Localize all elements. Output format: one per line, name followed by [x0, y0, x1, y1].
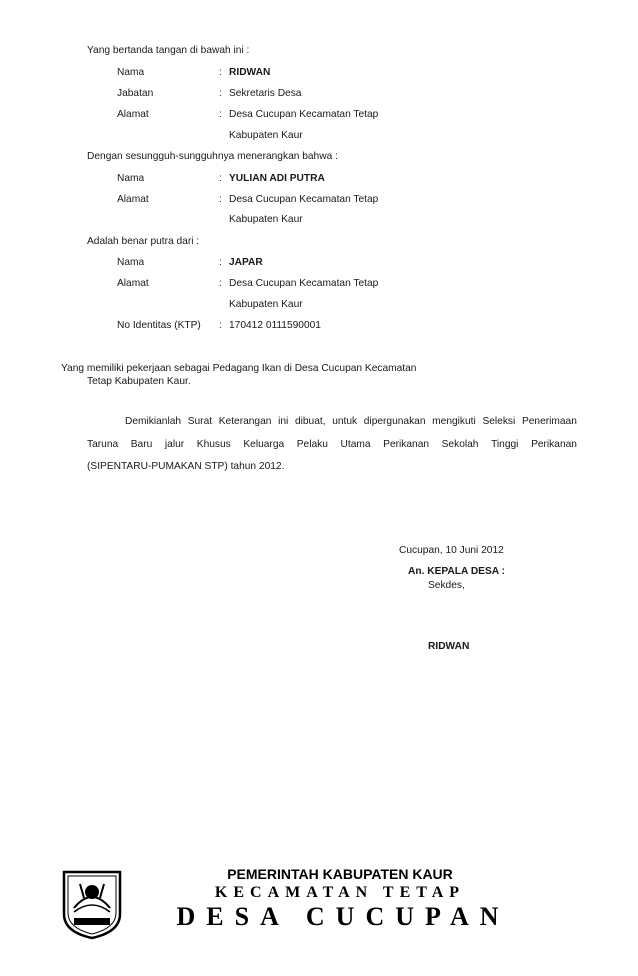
- parent-name-label: Nama: [117, 257, 145, 268]
- closing-word: Keluarga: [243, 439, 285, 450]
- colon: :: [219, 67, 222, 78]
- statement-text: Dengan sesungguh-sungguhnya menerangkan bahwa :: [87, 151, 338, 162]
- regency-emblem-icon: [60, 868, 124, 940]
- letterhead-footer: [0, 860, 638, 976]
- signer-address-value: Desa Cucupan Kecamatan Tetap: [229, 109, 379, 120]
- subject-address-continuation: Kabupaten Kaur: [229, 214, 303, 225]
- closing-word: Taruna: [87, 439, 119, 450]
- colon: :: [219, 257, 222, 268]
- occupation-line-2: Tetap Kabupaten Kaur.: [87, 376, 191, 387]
- signer-address-continuation: Kabupaten Kaur: [229, 130, 303, 141]
- closing-word: Tinggi: [491, 439, 519, 450]
- subject-address-label: Alamat: [117, 194, 149, 205]
- closing-word: Utama: [340, 439, 371, 450]
- subject-name-label: Nama: [117, 173, 145, 184]
- signer-name-value: RIDWAN: [229, 67, 271, 78]
- intro-text: Yang bertanda tangan di bawah ini :: [87, 45, 250, 56]
- parent-id-label: No Identitas (KTP): [117, 320, 201, 331]
- closing-word: ini: [278, 416, 289, 427]
- closing-word: Demikianlah: [125, 416, 182, 427]
- closing-word: Khusus: [196, 439, 231, 450]
- closing-word: Penerimaan: [521, 416, 577, 427]
- closing-line-2: [87, 439, 577, 450]
- closing-line-1: [125, 416, 577, 427]
- colon: :: [219, 109, 222, 120]
- parent-address-label: Alamat: [117, 278, 149, 289]
- place-date: Cucupan, 10 Juni 2012: [399, 545, 504, 556]
- closing-word: Perikanan: [383, 439, 430, 450]
- closing-word: dipergunakan: [363, 416, 426, 427]
- closing-word: Seleksi: [482, 416, 516, 427]
- signer-address-label: Alamat: [117, 109, 149, 120]
- closing-word: dibuat,: [294, 416, 326, 427]
- signer-position-label: Jabatan: [117, 88, 154, 99]
- signer-position: Sekdes,: [428, 580, 465, 591]
- parent-address-continuation: Kabupaten Kaur: [229, 299, 303, 310]
- closing-word: mengikuti: [432, 416, 476, 427]
- colon: :: [219, 194, 222, 205]
- closing-word: Perikanan: [531, 439, 577, 450]
- colon: :: [219, 278, 222, 289]
- subject-address-value: Desa Cucupan Kecamatan Tetap: [229, 194, 379, 205]
- colon: :: [219, 320, 222, 331]
- closing-word: Sekolah: [441, 439, 479, 450]
- closing-word: Keterangan: [218, 416, 272, 427]
- subject-name-value: YULIAN ADI PUTRA: [229, 173, 325, 184]
- closing-word: jalur: [164, 439, 185, 450]
- occupation-line-1: Yang memiliki pekerjaan sebagai Pedagang Ikan di Desa Cucupan Kecamatan: [61, 363, 417, 374]
- colon: :: [219, 88, 222, 99]
- closing-word: untuk: [332, 416, 358, 427]
- closing-word: Surat: [187, 416, 213, 427]
- closing-word: Baru: [130, 439, 153, 450]
- parent-address-value: Desa Cucupan Kecamatan Tetap: [229, 278, 379, 289]
- signer-position-value: Sekretaris Desa: [229, 88, 302, 99]
- parent-name-value: JAPAR: [229, 257, 263, 268]
- letterhead-line-2: KECAMATAN TETAP: [214, 884, 466, 901]
- closing-line-3: (SIPENTARU-PUMAKAN STP) tahun 2012.: [87, 461, 285, 472]
- closing-word: Pelaku: [296, 439, 328, 450]
- colon: :: [219, 173, 222, 184]
- letterhead-line-1: PEMERINTAH KABUPATEN KAUR: [227, 866, 453, 882]
- letterhead-line-3: DESA CUCUPAN: [176, 902, 510, 931]
- signer-name-label: Nama: [117, 67, 145, 78]
- on-behalf-title: An. KEPALA DESA :: [408, 566, 505, 577]
- child-of-text: Adalah benar putra dari :: [87, 236, 200, 247]
- signer-name: RIDWAN: [428, 641, 470, 652]
- parent-id-value: 170412 0111590001: [229, 320, 321, 331]
